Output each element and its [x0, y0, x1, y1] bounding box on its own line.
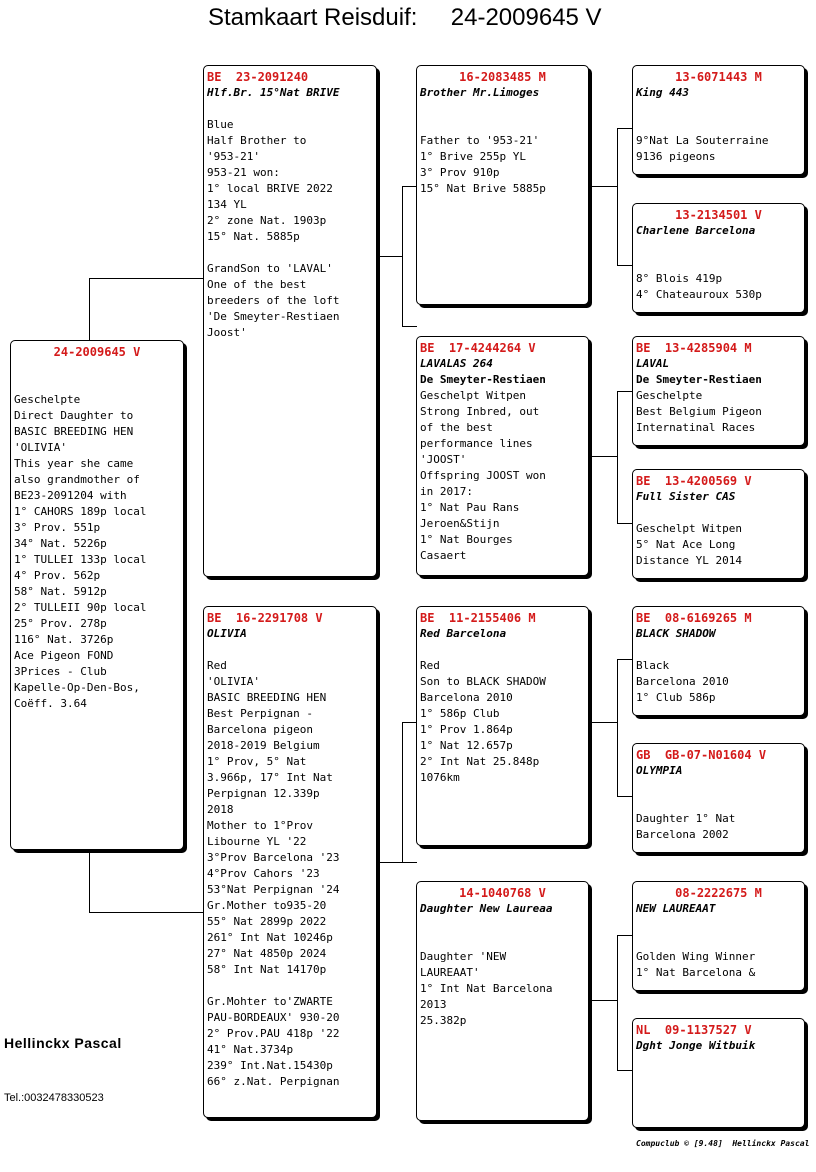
connector [89, 850, 90, 912]
info-line [636, 101, 801, 117]
info-line: in 2017: [420, 485, 473, 498]
pigeon-name: LAVALAS 264 [420, 357, 493, 370]
info-line: Barcelona 2010 [420, 691, 513, 704]
info-line: Libourne YL '22 [207, 835, 307, 848]
info-line: 2018 [207, 803, 234, 816]
connector [617, 659, 618, 796]
info-line [14, 376, 180, 392]
info-line: Mother to 1°Prov [207, 819, 313, 832]
info-line: Kapelle-Op-Den-Bos, [14, 681, 140, 694]
pedigree-card-mother-mother [416, 881, 589, 1121]
info-line: performance lines [420, 437, 533, 450]
info-line: Best Belgium Pigeon [636, 405, 762, 418]
info-line: This year she came [14, 457, 134, 470]
pedigree-card-mother-father [416, 606, 589, 846]
info-line: 34° Nat. 5226p [14, 537, 107, 550]
info-line: Geschelpte [14, 393, 81, 406]
info-line: Daughter 'NEW [420, 950, 507, 963]
info-line [207, 978, 373, 994]
pedigree-card-mmm [632, 1018, 805, 1128]
info-line: Barcelona 2002 [636, 828, 729, 841]
info-line: 'OLIVIA' [14, 441, 67, 454]
pedigree-card-fff [632, 65, 805, 175]
connector [592, 456, 617, 457]
info-line: 1° Nat 12.657p [420, 739, 513, 752]
ring-number: BE 13-4285904 M [636, 341, 752, 355]
info-line: PAU-BORDEAUX' 930-20 [207, 1011, 340, 1024]
info-line: 1° Nat Pau Rans [420, 501, 520, 514]
page-title [208, 4, 602, 32]
connector [617, 1070, 633, 1071]
info-line: 25° Prov. 278p [14, 617, 107, 630]
info-line: breeders of the loft [207, 294, 340, 307]
info-line: 9136 pigeons [636, 150, 716, 163]
pigeon-name: BLACK SHADOW [636, 627, 716, 640]
info-line: 1° Brive 255p YL [420, 150, 526, 163]
copyright-note: Compuclub © [9.48] Hellinckx Pascal [636, 1139, 810, 1148]
info-line: Gr.Mohter to'ZWARTE [207, 995, 333, 1008]
owner-phone: Tel.:0032478330523 [4, 1092, 104, 1104]
info-line: Blue [207, 118, 234, 131]
info-line: LAUREAAT' [420, 966, 480, 979]
pedigree-card-mfm [632, 743, 805, 853]
info-line: of the best [420, 421, 493, 434]
pedigree-card-father [203, 65, 377, 577]
info-line: Perpignan 12.339p [207, 787, 320, 800]
pigeon-name: King 443 [636, 86, 689, 99]
pedigree-card-mff [632, 606, 805, 716]
connector [592, 1000, 617, 1001]
info-line: 8° Blois 419p [636, 272, 723, 285]
info-line: 1° Nat Barcelona & [636, 966, 756, 979]
pigeon-name: OLYMPIA [636, 764, 683, 777]
info-line [636, 239, 801, 255]
info-line: 1° CAHORS 189p local [14, 505, 147, 518]
info-line: Barcelona pigeon [207, 723, 313, 736]
connector [89, 912, 204, 913]
ring-number: BE 08-6169265 M [636, 611, 752, 625]
connector [89, 278, 90, 341]
info-line: 4°Prov Cahors '23 [207, 867, 320, 880]
info-line: 9°Nat La Souterraine [636, 134, 769, 147]
info-line: 58° Int Nat 14170p [207, 963, 327, 976]
info-line: 'JOOST' [420, 453, 467, 466]
info-line: Ace Pigeon FOND [14, 649, 114, 662]
info-line [420, 117, 585, 133]
connector [592, 186, 617, 187]
ring-number: BE 17-4244264 V [420, 341, 536, 355]
ring-number: BE 23-2091240 [207, 70, 309, 84]
connector [617, 128, 633, 129]
ring-number: BE 11-2155406 M [420, 611, 536, 625]
info-line: 2013 [420, 998, 447, 1011]
info-line: Direct Daughter to [14, 409, 134, 422]
ring-number: 14-1040768 V [459, 886, 546, 900]
info-line: Casaert [420, 549, 467, 562]
connector [89, 278, 204, 279]
pigeon-name: Brother Mr.Limoges [420, 86, 540, 99]
pedigree-card-mmf [632, 881, 805, 991]
info-line: 58° Nat. 5912p [14, 585, 107, 598]
info-line: Golden Wing Winner [636, 950, 756, 963]
pedigree-card-father-mother [416, 336, 589, 576]
ring-number: GB GB-07-N01604 V [636, 748, 767, 762]
info-line: Best Perpignan - [207, 707, 313, 720]
pigeon-name: Hlf.Br. 15°Nat BRIVE [207, 86, 340, 99]
info-line: 2° Int Nat 25.848p [420, 755, 540, 768]
pigeon-name: Daughter New Laureaa [420, 902, 553, 915]
info-line: 2018-2019 Belgium [207, 739, 320, 752]
info-line: also grandmother of [14, 473, 140, 486]
info-line: 261° Int Nat 10246p [207, 931, 333, 944]
info-line: One of the best [207, 278, 307, 291]
connector [617, 523, 633, 524]
info-line: 1° Prov 1.864p [420, 723, 513, 736]
info-line [207, 101, 373, 117]
connector [617, 391, 633, 392]
info-line [636, 117, 801, 133]
info-line [636, 779, 801, 795]
info-line [420, 101, 585, 117]
info-line: 3° Prov. 551p [14, 521, 101, 534]
info-line: 1° TULLEI 133p local [14, 553, 147, 566]
ring-number: 08-2222675 M [675, 886, 762, 900]
connector [617, 796, 633, 797]
info-line: Red [207, 659, 227, 672]
ring-number: BE 16-2291708 V [207, 611, 323, 625]
ring-number: 24-2009645 V [53, 345, 141, 359]
info-line: 5° Nat Ace Long [636, 538, 736, 551]
info-line: 1° Nat Bourges [420, 533, 513, 546]
info-line [636, 795, 801, 811]
info-line: 1° local BRIVE 2022 [207, 182, 333, 195]
info-line: 27° Nat 4850p 2024 [207, 947, 327, 960]
connector [378, 862, 402, 863]
info-line: BASIC BREEDING HEN [14, 425, 134, 438]
info-line: Distance YL 2014 [636, 554, 742, 567]
pigeon-name: NEW LAUREAAT [636, 902, 716, 915]
info-line: BASIC BREEDING HEN [207, 691, 327, 704]
info-line [636, 642, 801, 658]
connector [617, 935, 618, 1070]
info-line: 953-21 won: [207, 166, 280, 179]
info-line: Coëff. 3.64 [14, 697, 87, 710]
owner-name: Hellinckx Pascal [4, 1035, 122, 1051]
pedigree-card-fmm [632, 469, 805, 579]
info-line: Daughter 1° Nat [636, 812, 736, 825]
info-line: 1076km [420, 771, 460, 784]
info-line: Barcelona 2010 [636, 675, 729, 688]
pigeon-name [14, 360, 180, 376]
info-line: 2° zone Nat. 1903p [207, 214, 327, 227]
pigeon-name: Red Barcelona [420, 627, 507, 640]
info-line: 55° Nat 2899p 2022 [207, 915, 327, 928]
ring-number: NL 09-1137527 V [636, 1023, 752, 1037]
info-line: Geschelpt Witpen [636, 522, 742, 535]
info-line: 15° Nat Brive 5885p [420, 182, 546, 195]
connector [402, 186, 403, 326]
info-line: 15° Nat. 5885p [207, 230, 300, 243]
info-line: Geschelpt Witpen [420, 389, 526, 402]
info-line: Red [420, 659, 440, 672]
info-line: 134 YL [207, 198, 247, 211]
info-line: Half Brother to [207, 134, 307, 147]
info-line: Jeroen&Stijn [420, 517, 500, 530]
connector [617, 128, 618, 265]
info-line [420, 917, 585, 933]
info-line: Strong Inbred, out [420, 405, 540, 418]
info-line: Gr.Mother to935-20 [207, 899, 327, 912]
pigeon-name: Full Sister CAS [636, 490, 736, 503]
connector [617, 935, 633, 936]
info-line: 1° 586p Club [420, 707, 500, 720]
connector [402, 862, 417, 863]
connector [402, 186, 417, 187]
info-line [207, 642, 373, 658]
connector [402, 326, 417, 327]
info-line [636, 933, 801, 949]
info-line [636, 917, 801, 933]
pedigree-card-fmf [632, 336, 805, 446]
info-line: 1° Prov, 5° Nat [207, 755, 307, 768]
title-ring: 24-2009645 V [450, 4, 602, 31]
ring-number: 13-6071443 M [675, 70, 762, 84]
ring-number: 13-2134501 V [675, 208, 762, 222]
connector [617, 659, 633, 660]
info-line: BE23-2091204 with [14, 489, 127, 502]
info-line: Geschelpte [636, 389, 703, 402]
info-line: 66° z.Nat. Perpignan [207, 1075, 340, 1088]
ring-number: 16-2083485 M [459, 70, 546, 84]
info-line [636, 505, 801, 521]
pedigree-card-father-father [416, 65, 589, 305]
info-line: 116° Nat. 3726p [14, 633, 114, 646]
pedigree-card-subject [10, 340, 184, 850]
info-line: 3°Prov Barcelona '23 [207, 851, 340, 864]
info-line: Joost' [207, 326, 247, 339]
info-line: 53°Nat Perpignan '24 [207, 883, 340, 896]
info-line: 2° Prov.PAU 418p '22 [207, 1027, 340, 1040]
info-line: 239° Int.Nat.15430p [207, 1059, 333, 1072]
connector [617, 265, 633, 266]
info-line: Internatinal Races [636, 421, 756, 434]
title-label: Stamkaart Reisduif: [208, 4, 418, 31]
connector [402, 722, 417, 723]
info-line: Father to '953-21' [420, 134, 540, 147]
info-line [636, 255, 801, 271]
pigeon-name: Dght Jonge Witbuik [636, 1039, 756, 1052]
info-line: Offspring JOOST won [420, 469, 546, 482]
info-line: 25.382p [420, 1014, 467, 1027]
info-line: 1° Club 586p [636, 691, 716, 704]
connector [378, 256, 402, 257]
info-line: 41° Nat.3734p [207, 1043, 294, 1056]
connector [592, 722, 617, 723]
info-line: 'OLIVIA' [207, 675, 260, 688]
info-line [420, 933, 585, 949]
info-line: 2° TULLEII 90p local [14, 601, 147, 614]
pigeon-name: Charlene Barcelona [636, 224, 756, 237]
info-line: 4° Prov. 562p [14, 569, 101, 582]
info-line: 'De Smeyter-Restiaen [207, 310, 340, 323]
ring-number: BE 13-4200569 V [636, 474, 752, 488]
pigeon-name: LAVAL [636, 357, 670, 370]
pedigree-card-ffm [632, 203, 805, 313]
connector [617, 391, 618, 523]
pigeon-name: OLIVIA [207, 627, 247, 640]
info-line: De Smeyter-Restiaen [420, 373, 546, 386]
info-line [420, 642, 585, 658]
info-line: Black [636, 659, 670, 672]
info-line: Son to BLACK SHADOW [420, 675, 546, 688]
info-line: 1° Int Nat Barcelona [420, 982, 553, 995]
info-line: 3.966p, 17° Int Nat [207, 771, 333, 784]
info-line [207, 245, 373, 261]
info-line: 4° Chateauroux 530p [636, 288, 762, 301]
info-line: 3° Prov 910p [420, 166, 500, 179]
info-line: '953-21' [207, 150, 260, 163]
pedigree-card-mother [203, 606, 377, 1118]
info-line: De Smeyter-Restiaen [636, 373, 762, 386]
info-line: GrandSon to 'LAVAL' [207, 262, 333, 275]
connector [402, 722, 403, 862]
info-line: 3Prices - Club [14, 665, 107, 678]
